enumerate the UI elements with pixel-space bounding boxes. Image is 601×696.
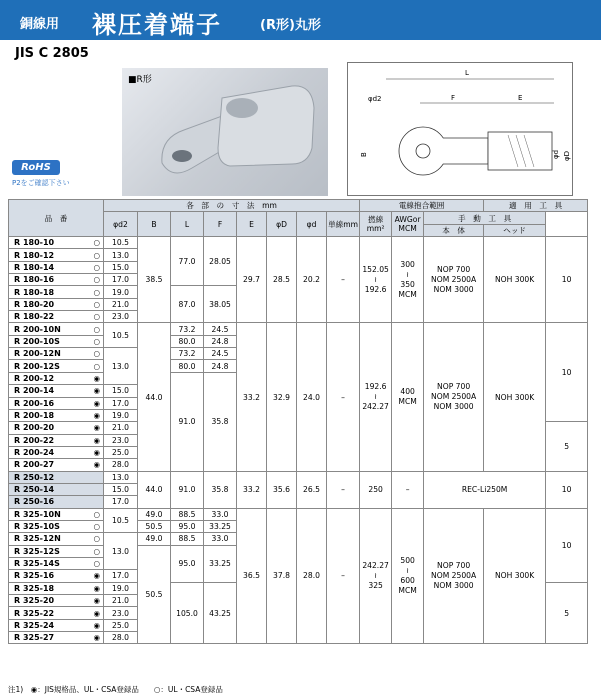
title-bar: [0, 0, 601, 40]
tool-body: NOP 700 NOM 2500A NOM 3000: [424, 508, 484, 644]
cert-mark: ○: [91, 533, 104, 545]
cert-mark: ◉: [91, 372, 104, 384]
d2-value: 13.0: [104, 471, 138, 483]
part-number: R 325-12N: [9, 533, 91, 545]
cert-mark: [91, 496, 104, 508]
label-B: B: [360, 152, 368, 157]
stranded-value: 192.6 ≀ 242.27: [360, 323, 392, 471]
cert-mark: ◉: [91, 409, 104, 421]
part-number: R 250-14: [9, 483, 91, 495]
part-number: R 200-18: [9, 409, 91, 421]
L-value: 73.2: [171, 323, 204, 335]
pack-qty: 10: [546, 237, 588, 323]
cert-mark: ◉: [91, 434, 104, 446]
B-value: 50.5: [138, 545, 171, 644]
part-number: R 180-22: [9, 311, 91, 323]
F-value: 33.0: [204, 533, 237, 545]
cert-mark: ○: [91, 520, 104, 532]
F-value: 24.8: [204, 335, 237, 347]
part-number: R 180-10: [9, 237, 91, 249]
cert-mark: ○: [91, 508, 104, 520]
cert-mark: ◉: [91, 397, 104, 409]
d2-value: 28.0: [104, 632, 138, 644]
col-d2: φd2: [104, 212, 138, 237]
D-value: 35.6: [267, 471, 297, 508]
L-value: 95.0: [171, 520, 204, 532]
pack-qty: 5: [546, 422, 588, 471]
d-value: 20.2: [297, 237, 327, 323]
cert-mark: ◉: [91, 459, 104, 471]
tool-head: NOH 300K: [484, 323, 546, 471]
cert-mark: ◉: [91, 422, 104, 434]
part-number: R 325-22: [9, 607, 91, 619]
part-number: R 325-20: [9, 595, 91, 607]
B-value: 49.0: [138, 533, 171, 545]
F-value: 43.25: [204, 582, 237, 644]
terminal-illustration: [122, 68, 328, 196]
col-wire: 電線抱合範囲: [360, 200, 484, 212]
part-number: R 180-20: [9, 298, 91, 310]
F-value: 33.0: [204, 508, 237, 520]
part-number: R 180-18: [9, 286, 91, 298]
cert-mark: ○: [91, 545, 104, 557]
col-B: B: [138, 212, 171, 237]
L-value: 95.0: [171, 545, 204, 582]
cert-mark: ◉: [91, 632, 104, 644]
F-value: 24.5: [204, 323, 237, 335]
part-number: R 200-14: [9, 385, 91, 397]
d2-value: 15.0: [104, 483, 138, 495]
photo-label: ■R形: [128, 75, 152, 85]
cert-mark: [91, 483, 104, 495]
col-body: 本 体: [424, 224, 484, 236]
d2-value: 15.0: [104, 385, 138, 397]
B-value: 50.5: [138, 520, 171, 532]
d2-value: 25.0: [104, 619, 138, 631]
col-E: E: [237, 212, 267, 237]
F-value: 33.25: [204, 520, 237, 532]
part-number: R 180-14: [9, 261, 91, 273]
d2-value: 17.0: [104, 274, 138, 286]
d-value: 26.5: [297, 471, 327, 508]
d2-value: 15.0: [104, 261, 138, 273]
d2-value: 21.0: [104, 595, 138, 607]
tool-head: NOH 300K: [484, 237, 546, 323]
E-value: 33.2: [237, 323, 267, 471]
page-subtitle: (R形)丸形: [260, 18, 321, 33]
L-value: 77.0: [171, 237, 204, 286]
col-d: φd: [297, 212, 327, 237]
col-awg: AWGor MCM: [392, 212, 424, 237]
cert-mark: ○: [91, 323, 104, 335]
stranded-value: 250: [360, 471, 392, 508]
part-number: R 200-10S: [9, 335, 91, 347]
d2-value: 23.0: [104, 434, 138, 446]
L-value: 105.0: [171, 582, 204, 644]
pack-qty: 10: [546, 508, 588, 582]
d2-value: 13.0: [104, 533, 138, 570]
d2-value: 10.5: [104, 508, 138, 533]
D-value: 28.5: [267, 237, 297, 323]
d2-value: 28.0: [104, 459, 138, 471]
d2-value: 23.0: [104, 607, 138, 619]
d2-value: 10.5: [104, 323, 138, 348]
pack-qty: 5: [546, 582, 588, 644]
d2-value: 19.0: [104, 286, 138, 298]
rohs-badge: [8, 160, 83, 195]
label-E: E: [518, 94, 523, 102]
footnote: 注1) ◉：JIS規格品、UL・CSA登録品 ○：UL・CSA登録品: [8, 685, 223, 694]
cert-mark: ○: [91, 557, 104, 569]
page-title: 裸圧着端子: [92, 11, 222, 39]
part-number: R 325-12S: [9, 545, 91, 557]
awg-value: 500 ≀ 600 MCM: [392, 508, 424, 644]
part-number: R 200-27: [9, 459, 91, 471]
d2-value: 21.0: [104, 422, 138, 434]
part-number: R 200-12S: [9, 360, 91, 372]
D-value: 32.9: [267, 323, 297, 471]
awg-value: –: [392, 471, 424, 508]
rohs-mark: RoHS: [12, 160, 60, 175]
part-number: R 325-10S: [9, 520, 91, 532]
col-D: φD: [267, 212, 297, 237]
d-value: 24.0: [297, 323, 327, 471]
pack-qty: 10: [546, 471, 588, 508]
rohs-note: P2をご確認下さい: [12, 179, 70, 187]
cert-mark: ○: [91, 286, 104, 298]
L-value: 80.0: [171, 335, 204, 347]
cert-mark: ○: [91, 348, 104, 360]
part-number: R 180-16: [9, 274, 91, 286]
D-value: 37.8: [267, 508, 297, 644]
single-value: –: [327, 323, 360, 471]
part-number: R 250-16: [9, 496, 91, 508]
part-number: R 325-18: [9, 582, 91, 594]
cert-mark: ◉: [91, 385, 104, 397]
cert-mark: ○: [91, 249, 104, 261]
label-d2: φd2: [368, 95, 382, 103]
L-value: 88.5: [171, 533, 204, 545]
B-value: 38.5: [138, 237, 171, 323]
part-number: R 200-16: [9, 397, 91, 409]
L-value: 73.2: [171, 348, 204, 360]
L-value: 91.0: [171, 372, 204, 471]
cert-mark: ○: [91, 360, 104, 372]
cert-mark: [91, 471, 104, 483]
L-value: 87.0: [171, 286, 204, 323]
part-number: R 200-12N: [9, 348, 91, 360]
cert-mark: ○: [91, 335, 104, 347]
label-d: φd: [552, 149, 560, 159]
col-F: F: [204, 212, 237, 237]
cert-mark: ○: [91, 274, 104, 286]
product-photo: [122, 68, 328, 196]
F-value: 35.8: [204, 471, 237, 508]
E-value: 36.5: [237, 508, 267, 644]
col-hand: 手 動 工 具: [424, 212, 546, 224]
spec-table: [8, 199, 588, 644]
awg-value: 400 MCM: [392, 323, 424, 471]
col-dims: 各 部 の 寸 法 mm: [104, 200, 360, 212]
part-number: R 200-24: [9, 446, 91, 458]
cert-mark: ◉: [91, 570, 104, 582]
d-value: 28.0: [297, 508, 327, 644]
L-value: 88.5: [171, 508, 204, 520]
part-number: R 200-22: [9, 434, 91, 446]
d2-value: 17.0: [104, 496, 138, 508]
F-value: 35.8: [204, 372, 237, 471]
pack-qty: 10: [546, 323, 588, 422]
d2-value: 21.0: [104, 298, 138, 310]
part-number: R 180-12: [9, 249, 91, 261]
d2-value: 13.0: [104, 348, 138, 385]
cert-mark: ◉: [91, 595, 104, 607]
cert-mark: ◉: [91, 446, 104, 458]
col-single: 単線mm: [327, 212, 360, 237]
L-value: 80.0: [171, 360, 204, 372]
F-value: 28.05: [204, 237, 237, 286]
F-value: 24.5: [204, 348, 237, 360]
col-tool: 適 用 工 具: [484, 200, 588, 212]
part-number: R 325-10N: [9, 508, 91, 520]
cert-mark: ○: [91, 237, 104, 249]
single-value: –: [327, 471, 360, 508]
B-value: 49.0: [138, 508, 171, 520]
part-number: R 200-20: [9, 422, 91, 434]
F-value: 33.25: [204, 545, 237, 582]
tool-name: REC-Li250M: [424, 471, 546, 508]
tool-head: NOH 300K: [484, 508, 546, 644]
awg-value: 300 ≀ 350 MCM: [392, 237, 424, 323]
d2-value: 13.0: [104, 249, 138, 261]
d2-value: 17.0: [104, 570, 138, 582]
col-stranded: 撚線mm²: [360, 212, 392, 237]
stranded-value: 152.05 ≀ 192.6: [360, 237, 392, 323]
standard-label: JIS C 2805: [15, 46, 89, 61]
tool-body: NOP 700 NOM 2500A NOM 3000: [424, 323, 484, 471]
d2-value: 17.0: [104, 397, 138, 409]
part-number: R 325-24: [9, 619, 91, 631]
d2-value: 19.0: [104, 409, 138, 421]
cert-mark: ○: [91, 311, 104, 323]
L-value: 91.0: [171, 471, 204, 508]
col-L: L: [171, 212, 204, 237]
part-number: R 325-16: [9, 570, 91, 582]
cert-mark: ○: [91, 261, 104, 273]
tool-body: NOP 700 NOM 2500A NOM 3000: [424, 237, 484, 323]
d2-value: 23.0: [104, 311, 138, 323]
d2-value: 19.0: [104, 582, 138, 594]
cert-mark: ○: [91, 298, 104, 310]
E-value: 29.7: [237, 237, 267, 323]
cert-mark: ◉: [91, 582, 104, 594]
E-value: 33.2: [237, 471, 267, 508]
F-value: 38.05: [204, 286, 237, 323]
part-number: R 200-10N: [9, 323, 91, 335]
drawing-svg: [348, 63, 574, 197]
d2-value: 10.5: [104, 237, 138, 249]
col-head: ヘッド: [484, 224, 546, 236]
label-F: F: [451, 94, 456, 102]
single-value: –: [327, 237, 360, 323]
label-L: L: [465, 69, 469, 77]
B-value: 44.0: [138, 471, 171, 508]
label-D: φD: [563, 150, 571, 161]
cert-mark: ◉: [91, 607, 104, 619]
part-number: R 325-27: [9, 632, 91, 644]
part-number: R 200-12: [9, 372, 91, 384]
part-number: R 250-12: [9, 471, 91, 483]
part-number: R 325-14S: [9, 557, 91, 569]
F-value: 24.8: [204, 360, 237, 372]
stranded-value: 242.27 ≀ 325: [360, 508, 392, 644]
cert-mark: ◉: [91, 619, 104, 631]
dimension-drawing: [347, 62, 573, 196]
d2-value: 25.0: [104, 446, 138, 458]
col-part: 品 番: [9, 200, 104, 237]
single-value: –: [327, 508, 360, 644]
B-value: 44.0: [138, 323, 171, 471]
category-label: 銅線用: [20, 17, 60, 32]
